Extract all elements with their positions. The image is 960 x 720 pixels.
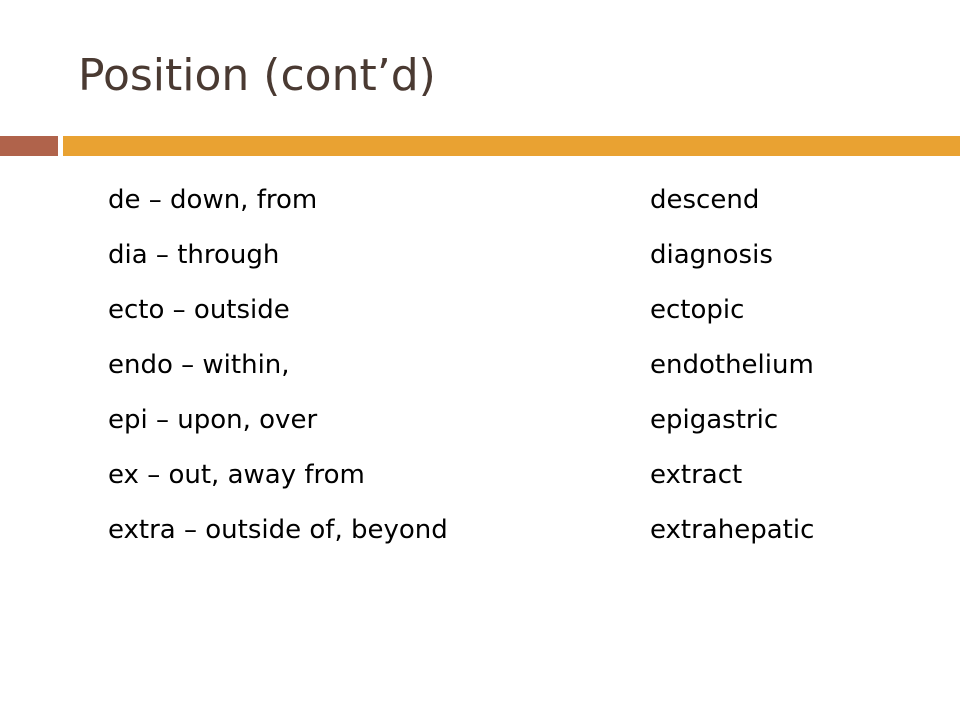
term-example: epigastric [650, 405, 779, 435]
term-row [108, 173, 908, 228]
term-prefix: epi – upon, over [108, 405, 318, 435]
term-example: extrahepatic [650, 515, 815, 545]
term-example: extract [650, 460, 743, 490]
term-example: ectopic [650, 295, 745, 325]
term-row [108, 338, 908, 393]
term-prefix: dia – through [108, 240, 280, 270]
term-row [108, 503, 908, 558]
term-example: endothelium [650, 350, 814, 380]
term-row [108, 393, 908, 448]
term-prefix: extra – outside of, beyond [108, 515, 448, 545]
slide-title: Position (cont’d) [78, 50, 436, 101]
term-row [108, 448, 908, 503]
accent-bar-right [63, 136, 960, 156]
accent-bar-left [0, 136, 58, 156]
term-prefix: ex – out, away from [108, 460, 365, 490]
term-example: descend [650, 185, 760, 215]
term-prefix: endo – within, [108, 350, 290, 380]
term-prefix: ecto – outside [108, 295, 290, 325]
term-example: diagnosis [650, 240, 773, 270]
term-prefix: de – down, from [108, 185, 318, 215]
term-row [108, 283, 908, 338]
term-list [108, 173, 908, 558]
term-row [108, 228, 908, 283]
